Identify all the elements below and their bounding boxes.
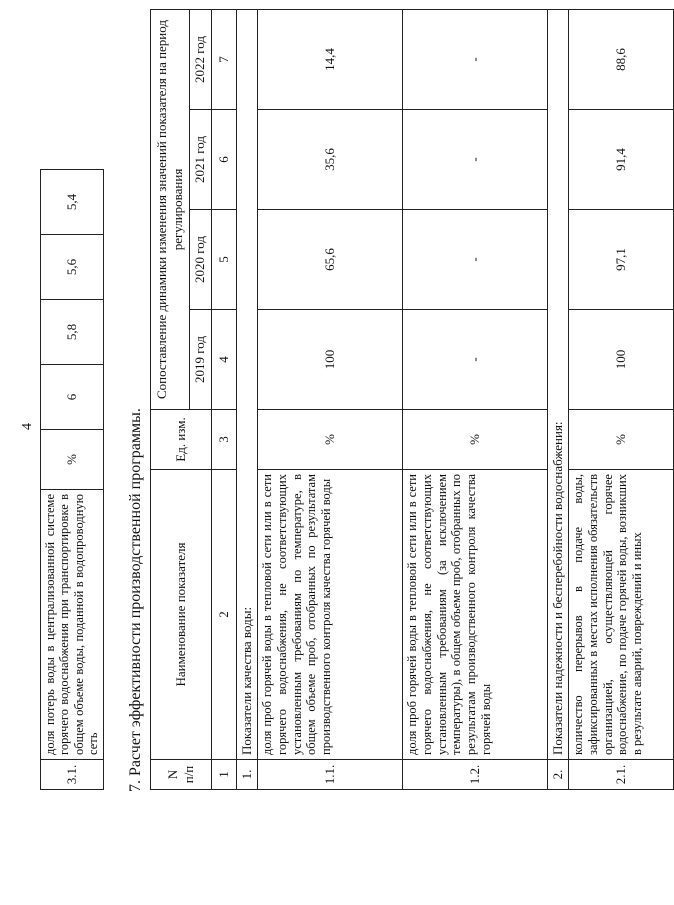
row-number: 1.1. bbox=[258, 760, 403, 790]
indicator-name: количество перерывов в подаче воды, зафиксированных в местах исполнения обязательств организацией, осуществляющей горячее водоснабжение, по подаче горячей воды, возникших в результате аварий, повреждений и иных bbox=[569, 470, 674, 760]
efficiency-table bbox=[150, 9, 674, 790]
header-group: Сопоставление динамики изменения значений показателя на период регулирования bbox=[151, 9, 190, 409]
indicator-name: доля проб горячей воды в тепловой сети или в сети горячего водоснабжения, не соответствующих установленным требованиям (за исключением температуры), в общем объеме проб, отобранных по результатам производственного контроля качества горячей воды bbox=[403, 470, 548, 760]
value-cell: 5,4 bbox=[41, 170, 104, 235]
index-cell: 6 bbox=[212, 110, 237, 210]
value-cell: 100 bbox=[569, 310, 674, 410]
section-row bbox=[548, 9, 569, 789]
value-cell: - bbox=[403, 310, 548, 410]
index-cell: 1 bbox=[212, 760, 237, 790]
index-cell: 3 bbox=[212, 410, 237, 470]
table-row bbox=[258, 9, 403, 789]
value-cell: 5,8 bbox=[41, 300, 104, 365]
value-cell: 14,4 bbox=[258, 9, 403, 109]
header-year: 2019 год bbox=[189, 310, 211, 410]
indicator-name: доля потерь воды в централизованной системе горячего водоснабжения при транспортировке в общем объеме воды, поданной в водопроводную сеть bbox=[41, 490, 104, 760]
value-cell: 35,6 bbox=[258, 110, 403, 210]
section-heading: 7. Расчет эффективности производственной программы. bbox=[127, 408, 144, 792]
unit-cell: % bbox=[569, 410, 674, 470]
row-number: 2. bbox=[548, 760, 569, 790]
value-cell: 6 bbox=[41, 365, 104, 430]
value-cell: - bbox=[403, 9, 548, 109]
page-number: 4 bbox=[20, 423, 35, 430]
index-row bbox=[212, 9, 237, 789]
water-loss-table bbox=[40, 169, 104, 790]
value-cell: 5,6 bbox=[41, 235, 104, 300]
row-number: 1.2. bbox=[403, 760, 548, 790]
header-unit: Ед. изм. bbox=[151, 410, 212, 470]
index-cell: 4 bbox=[212, 310, 237, 410]
section-row bbox=[237, 9, 258, 789]
section-title: Показатели надежности и бесперебойности водоснабжения: bbox=[548, 9, 569, 759]
table-row bbox=[569, 9, 674, 789]
header-year: 2022 год bbox=[189, 9, 211, 109]
value-cell: 100 bbox=[258, 310, 403, 410]
index-cell: 2 bbox=[212, 470, 237, 760]
value-cell: 91,4 bbox=[569, 110, 674, 210]
index-cell: 5 bbox=[212, 210, 237, 310]
row-number: 2.1. bbox=[569, 760, 674, 790]
value-cell: - bbox=[403, 110, 548, 210]
unit-cell: % bbox=[403, 410, 548, 470]
rotated-content bbox=[20, 19, 644, 900]
row-number: 3.1. bbox=[41, 760, 104, 790]
section-title: Показатели качества воды: bbox=[237, 9, 258, 759]
header-year: 2020 год bbox=[189, 210, 211, 310]
row-number: 1. bbox=[237, 760, 258, 790]
header-row bbox=[151, 9, 190, 789]
header-name: Наименование показателя bbox=[151, 470, 212, 760]
value-cell: 88,6 bbox=[569, 9, 674, 109]
table-row bbox=[41, 170, 104, 790]
table-row bbox=[403, 9, 548, 789]
value-cell: - bbox=[403, 210, 548, 310]
header-number: N п/п bbox=[151, 760, 212, 790]
unit-cell: % bbox=[258, 410, 403, 470]
unit-cell: % bbox=[41, 430, 104, 490]
value-cell: 65,6 bbox=[258, 210, 403, 310]
indicator-name: доля проб горячей воды в тепловой сети или в сети горячего водоснабжения, не соответствующих установленным требованиям по температуре, в общем объеме проб, отобранных по результатам производственного контроля качества горячей воды bbox=[258, 470, 403, 760]
value-cell: 97,1 bbox=[569, 210, 674, 310]
index-cell: 7 bbox=[212, 9, 237, 109]
header-year: 2021 год bbox=[189, 110, 211, 210]
